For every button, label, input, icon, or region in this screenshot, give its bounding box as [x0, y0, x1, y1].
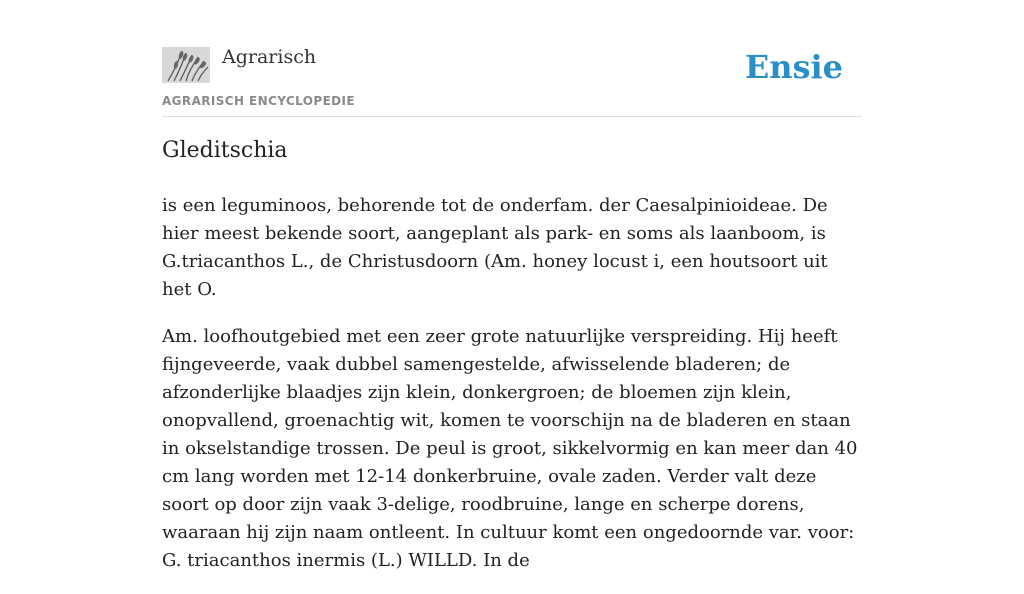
article-paragraph: Am. loofhoutgebied met een zeer grote natuurlijke verspreiding. Hij heeft fijngeveerde, vaak dubbel samengestelde, afwisselende bladeren; de afzonderlijke blaadjes zijn klein, donkergroen; de bloemen zijn klein, onopvallend, groenachtig wit, komen te voorschijn na de bladeren en staan in okselstandige trossen. De peul is groot, sikkelvormig en kan meer dan 40 cm lang worden met 12-14 donkerbruine, ovale zaden. Verder valt deze soort op door zijn vaak 3-delige, roodbruine, lange en scherpe dorens, waaraan hij zijn naam ontleent. In cultuur komt een ongedoornde var. voor: G. triacanthos inermis (L.) WILLD. In de	[162, 326, 858, 571]
source-name-link[interactable]: Agrarisch	[222, 46, 317, 68]
article-title: Gleditschia	[162, 138, 288, 163]
article-body	[162, 192, 862, 594]
source-subtitle: AGRARISCH ENCYCLOPEDIE	[162, 94, 355, 108]
brand-logo[interactable]: Ensie	[744, 48, 843, 86]
article-paragraph: is een leguminoos, behorende tot de onderfam. der Caesalpinioideae. De hier meest bekende soort, aangeplant als park- en soms als laanboom, is G.triacanthos L., de Christusdoorn (Am. honey locust i, een houtsoort uit het O.	[162, 195, 828, 300]
header	[162, 44, 862, 117]
page	[162, 0, 862, 571]
source-avatar[interactable]	[162, 47, 210, 83]
wheat-icon	[162, 47, 210, 83]
